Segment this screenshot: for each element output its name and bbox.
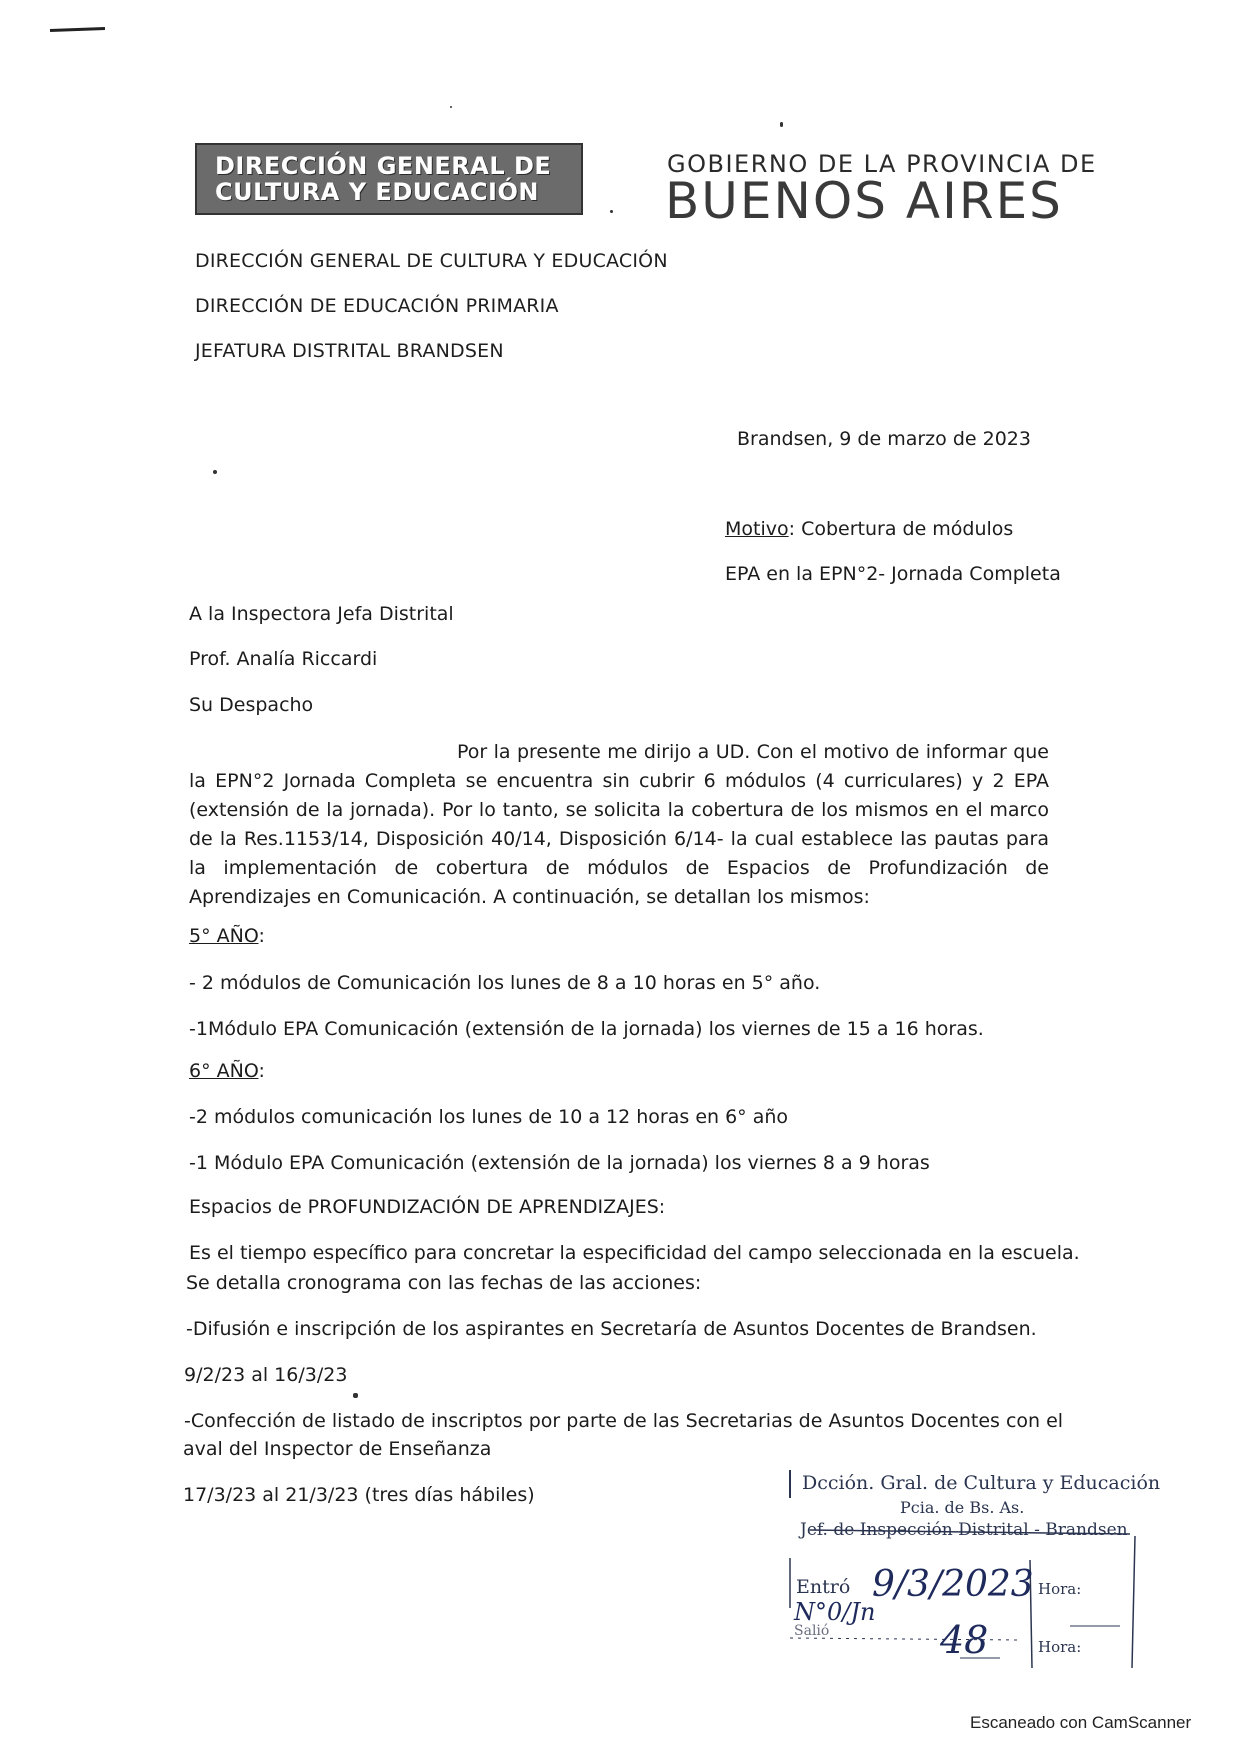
scan-speck [213,470,217,474]
sixth-year-heading [189,1060,265,1082]
subject-line-2: EPA en la EPN°2- Jornada Completa [725,563,1061,585]
stamp-line-1: Dcción. Gral. de Cultura y Educación [802,1472,1161,1494]
heading-colon: : [258,1060,265,1082]
action-2-line-2: aval del Inspector de Enseñanza [183,1438,492,1460]
stamp-folio-number: 48 [940,1618,989,1662]
subject-text-1: : Cobertura de módulos [788,518,1014,540]
letter-date: Brandsen, 9 de marzo de 2023 [737,428,1031,450]
recipient-line-2: Prof. Analía Riccardi [189,648,378,670]
scan-speck [450,106,452,108]
province-name: BUENOS AIRES [665,172,1063,230]
action-1-dates: 9/2/23 al 16/3/23 [184,1364,348,1386]
stamp-hora-label-2: Hora: [1038,1638,1082,1656]
stamp-hora-label-1: Hora: [1038,1580,1082,1598]
stamp-number: N°0/Jn [794,1598,876,1626]
header-line-1: DIRECCIÓN GENERAL DE CULTURA Y EDUCACIÓN [195,250,668,272]
sixth-year-item-2: -1 Módulo EPA Comunicación (extensión de la jornada) los viernes 8 a 9 horas [189,1152,930,1174]
recipient-line-3: Su Despacho [189,694,314,716]
header-line-3: JEFATURA DISTRITAL BRANDSEN [195,340,504,362]
heading-colon: : [258,925,265,947]
stamp-salio-label: Salió [794,1623,830,1639]
fifth-year-heading [189,925,265,947]
scan-mark [50,27,105,32]
action-2-line-1: -Confección de listado de inscriptos por parte de las Secretarias de Asuntos Docentes con el [184,1410,1064,1432]
header-line-2: DIRECCIÓN DE EDUCACIÓN PRIMARIA [195,295,559,317]
body-paragraph [189,738,1049,912]
fifth-year-item-2: -1Módulo EPA Comunicación (extensión de la jornada) los viernes de 15 a 16 horas. [189,1018,984,1040]
stamp-entry-date: 9/3/2023 [872,1564,1034,1605]
stamp-line-2: Pcia. de Bs. As. [900,1498,1025,1517]
body-paragraph-start: Por la presente me dirijo a UD. Con el motivo de informar que la [189,741,1049,792]
government-label: GOBIERNO DE LA PROVINCIA DE [667,150,1097,178]
sixth-year-title: 6° AÑO [189,1060,259,1082]
scan-speck [353,1393,358,1398]
profundizacion-title: Espacios de PROFUNDIZACIÓN DE APRENDIZAJES: [189,1196,666,1218]
profundizacion-line-1: Es el tiempo específico para concretar la especificidad del campo seleccionada en la escuela. [189,1242,1080,1264]
logo-line-2: CULTURA Y EDUCACIÓN [215,178,539,206]
fifth-year-item-1: - 2 módulos de Comunicación los lunes de 8 a 10 horas en 5° año. [189,972,821,994]
recipient-line-1: A la Inspectora Jefa Distrital [189,603,454,625]
fifth-year-title: 5° AÑO [189,925,259,947]
stamp-line-3: Jef. de Inspección Distrital - Brandsen [800,1520,1128,1540]
stamp-entro-label: Entró [796,1576,851,1598]
subject-line-1 [725,518,1013,540]
logo-line-1: DIRECCIÓN GENERAL DE [215,152,552,180]
body-paragraph-rest: EPN°2 Jornada Completa se encuentra sin cubrir 6 módulos (4 curriculares) y 2 EPA (extensión de la jornada). Por lo tanto, se solicita la cobertura de los mismos en el marco de la Res.1153/14, Disposición 40/14, Disposición 6/14- la cual establece las pautas para la implementación de cobertura de módulos de Espacios de Profundización de Aprendizajes en Comunicación. A continuación, se detallan los mismos: [189,770,1049,908]
dgce-logo [195,143,583,215]
profundizacion-line-2: Se detalla cronograma con las fechas de las acciones: [186,1272,702,1294]
camscanner-footer: Escaneado con CamScanner [970,1713,1192,1732]
scan-speck [780,122,783,127]
reception-stamp [780,1468,1161,1668]
sixth-year-item-1: -2 módulos comunicación los lunes de 10 a 12 horas en 6° año [189,1106,789,1128]
subject-label: Motivo [725,518,789,540]
scan-speck [610,210,613,213]
action-2-dates: 17/3/23 al 21/3/23 (tres días hábiles) [183,1484,535,1506]
action-1: -Difusión e inscripción de los aspirantes en Secretaría de Asuntos Docentes de Brandsen. [186,1318,1037,1340]
